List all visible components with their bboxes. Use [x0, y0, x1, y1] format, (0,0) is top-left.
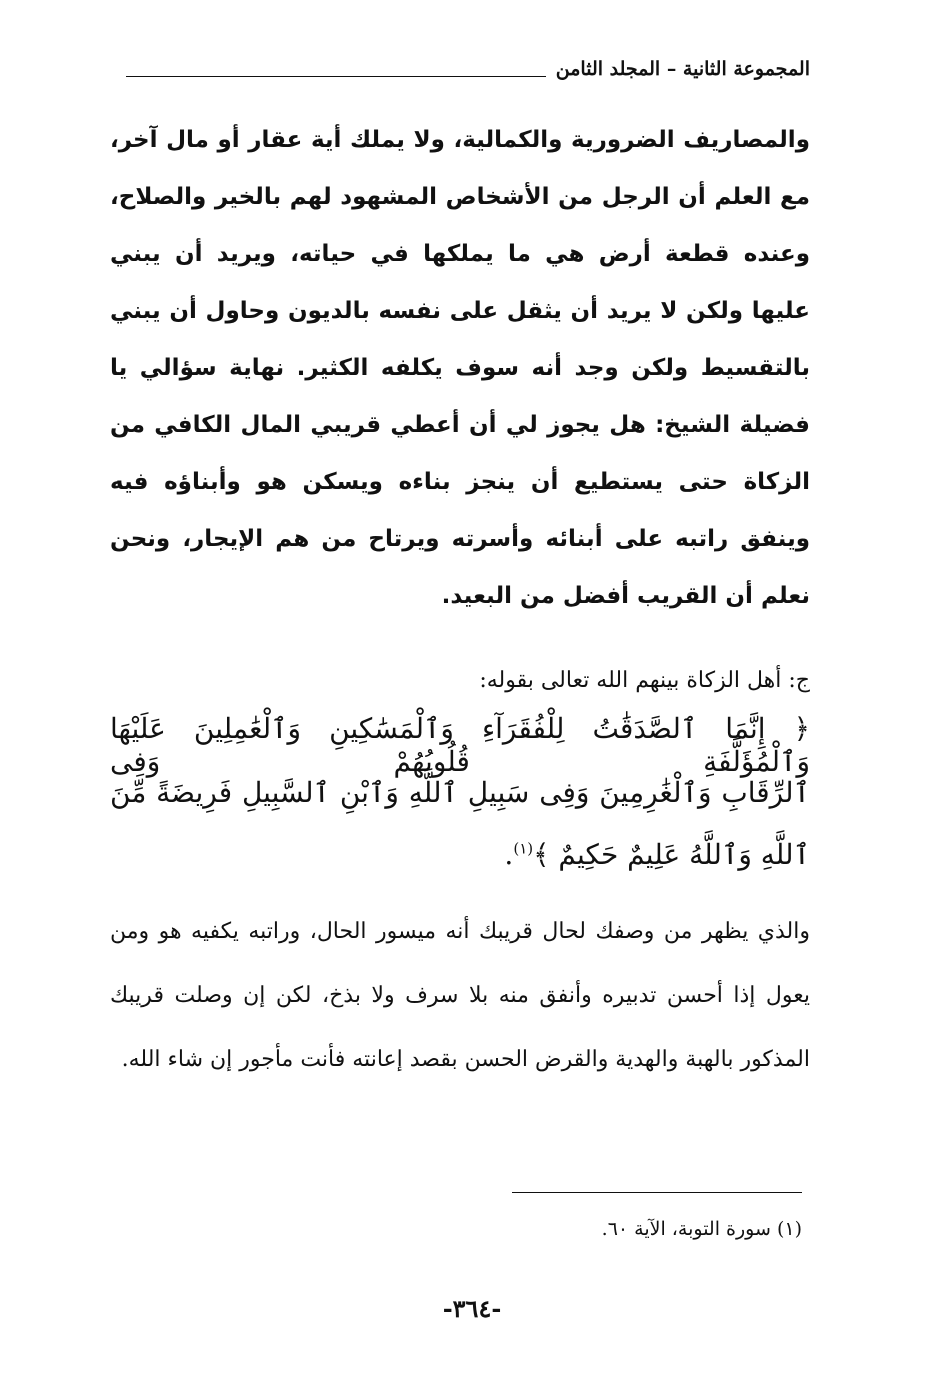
running-title: المجموعة الثانية – المجلد الثامن: [546, 58, 810, 80]
quran-verse-line-2: ٱلرِّقَابِ وَٱلْغَٰرِمِينَ وَفِى سَبِيلِ ٱللَّهِ وَٱبْنِ ٱلسَّبِيلِ فَرِيضَةً مِّنَ: [110, 776, 810, 809]
page-number: -٣٦٤-: [442, 1294, 502, 1323]
footnote-reference: (١): [513, 839, 534, 858]
question-paragraph: والمصاريف الضرورية والكمالية، ولا يملك أية عقار أو مال آخر، مع العلم أن الرجل من الأشخاص المشهود لهم بالخير والصلاح، وعنده قطعة أرض هي ما يملكها في حياته، ويريد أن يبني عليها ولكن لا يريد أن يثقل على نفسه بالديون وحاول أن يبني بالتقسيط ولكن وجد أنه سوف يكلفه الكثير. نهاية سؤالي يا فضيلة الشيخ: هل يجوز لي أن أعطي قريبي المال الكافي من الزكاة حتى يستطيع أن ينجز بناءه ويسكن هو وأبناؤه فيه وينفق راتبه على أبنائه وأسرته ويرتاح من هم الإيجار، ونحن نعلم أن القريب أفضل من البعيد.: [110, 127, 810, 609]
footnote: (١) سورة التوبة، الآية ٦٠.: [601, 1218, 802, 1240]
quran-verse-line-3: [110, 838, 810, 871]
answer-intro: ج: أهل الزكاة بينهم الله تعالى بقوله:: [479, 668, 810, 693]
quran-verse-line-3-text: ٱللَّهِ وَٱللَّهُ عَلِيمٌ حَكِيمٌ ﴾: [533, 838, 810, 871]
answer-comment: والذي يظهر من وصفك لحال قريبك أنه ميسور الحال، وراتبه يكفيه هو ومن يعول إذا أحسن تدبيره وأنفق منه بلا سرف ولا بذخ، لكن إن وصلت قريبك المذكور بالهبة والهدية والقرض الحسن بقصد إعانته فأنت مأجور إن شاء الله.: [110, 919, 810, 1072]
quran-verse-line-1: ﴿ إِنَّمَا ٱلصَّدَقَٰتُ لِلْفُقَرَآءِ وَٱلْمَسَٰكِينِ وَٱلْعَٰمِلِينَ عَلَيْهَا وَٱلْمُؤَلَّفَةِ قُلُوبُهُمْ وَفِى: [110, 712, 810, 778]
running-header: [126, 58, 810, 92]
verse-end-period: .: [504, 838, 514, 871]
footnote-rule: [512, 1192, 802, 1193]
